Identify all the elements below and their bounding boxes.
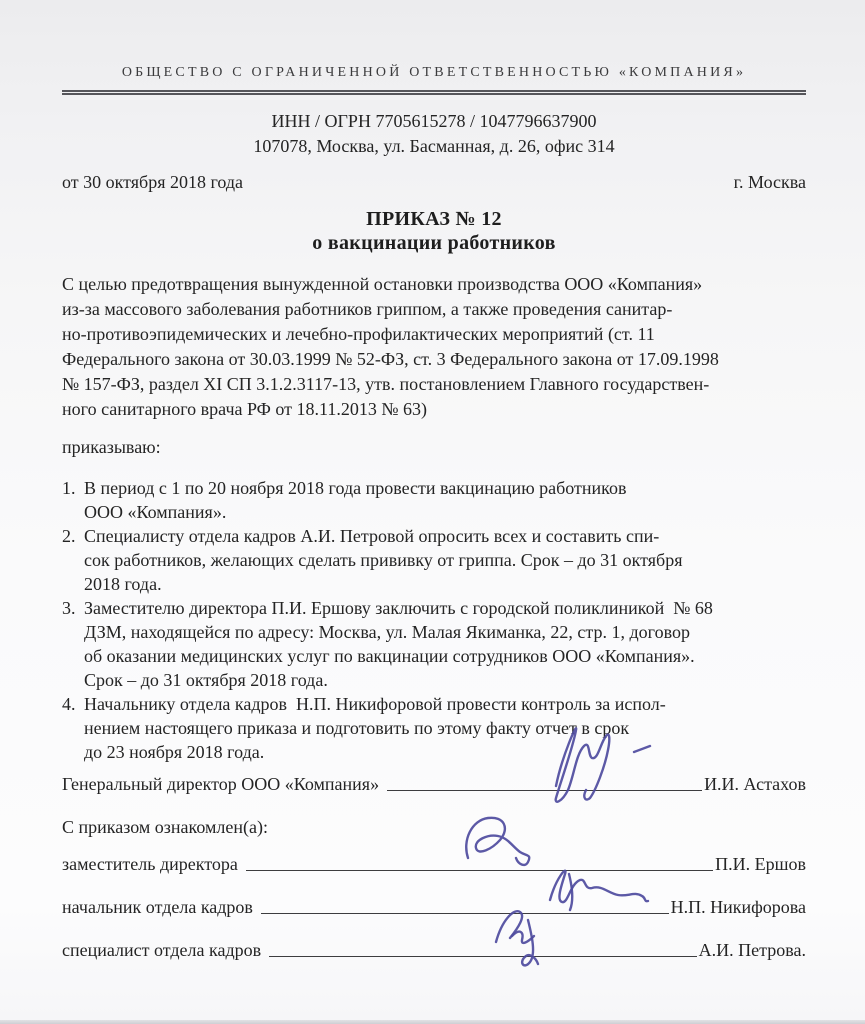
preamble-line: С целью предотвращения вынужденной остановки производства ООО «Компания»	[62, 274, 703, 294]
item-line: нением настоящего приказа и подготовить по этому факту отчет в срок	[84, 718, 630, 738]
order-item	[62, 692, 806, 764]
preamble-line: но-противоэпидемических и лечебно-профилактических мероприятий (ст. 11	[62, 324, 655, 344]
item-line: Специалисту отдела кадров А.И. Петровой опросить всех и составить спи-	[84, 526, 660, 546]
item-line: ООО «Компания».	[84, 502, 227, 522]
item-line: Заместителю директора П.И. Ершову заключить с городской поликлиникой № 68	[84, 598, 713, 618]
item-number: 2.	[62, 526, 76, 546]
item-line: об оказании медицинских услуг по вакцинации сотрудников ООО «Компания».	[84, 646, 695, 666]
signature-line	[261, 912, 669, 914]
date-city-row	[62, 172, 806, 193]
preamble-line: № 157-ФЗ, раздел XI СП 3.1.2.3117-13, утв. постановлением Главного государствен-	[62, 374, 710, 394]
item-line: Начальнику отдела кадров Н.П. Никифоровой провести контроль за испол-	[84, 694, 666, 714]
signee-title: заместитель директора	[62, 854, 238, 874]
item-text	[84, 596, 806, 692]
document-subtitle: о вакцинации работников	[312, 232, 556, 254]
inn-ogrn-line: ИНН / ОГРН 7705615278 / 1047796637900	[271, 111, 597, 131]
director-signature-line	[387, 789, 702, 791]
order-item	[62, 476, 806, 524]
company-address: 107078, Москва, ул. Басманная, д. 26, офис 314	[253, 136, 615, 156]
signature-row	[62, 854, 806, 875]
item-line: Срок – до 31 октября 2018 года.	[84, 670, 328, 690]
item-text	[84, 476, 806, 524]
director-name: И.И. Астахов	[704, 774, 806, 794]
preamble-line: из-за массового заболевания работников гриппом, а также проведения санитар-	[62, 299, 673, 319]
header-double-rule	[62, 90, 806, 95]
company-name: ОБЩЕСТВО С ОГРАНИЧЕННОЙ ОТВЕТСТВЕННОСТЬЮ «КОМПАНИЯ»	[121, 65, 747, 80]
order-item	[62, 596, 806, 692]
item-line: 2018 года.	[84, 574, 162, 594]
preamble-line: Федерального закона от 30.03.1999 № 52-ФЗ, ст. 3 Федерального закона от 17.09.1998	[62, 349, 719, 369]
order-items-list	[62, 476, 806, 764]
signee-name: П.И. Ершов	[715, 854, 806, 874]
signee-title: специалист отдела кадров	[62, 940, 262, 960]
order-item	[62, 524, 806, 596]
item-text	[84, 524, 806, 596]
item-line: В период с 1 по 20 ноября 2018 года провести вакцинацию работников	[84, 478, 627, 498]
document-city: г. Москва	[733, 172, 806, 192]
page-bottom-edge	[0, 1020, 865, 1024]
signee-name: А.И. Петрова.	[698, 940, 806, 960]
item-number: 3.	[62, 598, 76, 618]
preamble-line: ного санитарного врача РФ от 18.11.2013 № 63)	[62, 399, 428, 419]
item-number: 4.	[62, 694, 76, 714]
order-word: приказываю:	[62, 437, 161, 457]
signee-title: начальник отдела кадров	[62, 897, 253, 917]
signee-name: Н.П. Никифорова	[670, 897, 806, 917]
document-title: ПРИКАЗ № 12	[366, 208, 502, 230]
item-number: 1.	[62, 478, 76, 498]
item-line: сок работников, желающих сделать прививку от гриппа. Срок – до 31 октября	[84, 550, 683, 570]
document-date: от 30 октября 2018 года	[62, 172, 244, 192]
acknowledgement-rows	[62, 854, 806, 961]
acknowledgement-label: С приказом ознакомлен(а):	[62, 817, 268, 837]
preamble-paragraph	[62, 272, 806, 422]
director-signature-row	[62, 774, 806, 795]
item-line: ДЗМ, находящейся по адресу: Москва, ул. Малая Якиманка, 22, стр. 1, договор	[84, 622, 690, 642]
item-line: до 23 ноября 2018 года.	[84, 742, 265, 762]
signature-row	[62, 897, 806, 918]
item-text	[84, 692, 806, 764]
company-requisites	[62, 109, 806, 159]
signature-line	[246, 869, 713, 871]
director-label: Генеральный директор ООО «Компания»	[62, 774, 380, 794]
signature-line	[269, 955, 697, 957]
title-block	[62, 207, 806, 255]
signature-row	[62, 940, 806, 961]
